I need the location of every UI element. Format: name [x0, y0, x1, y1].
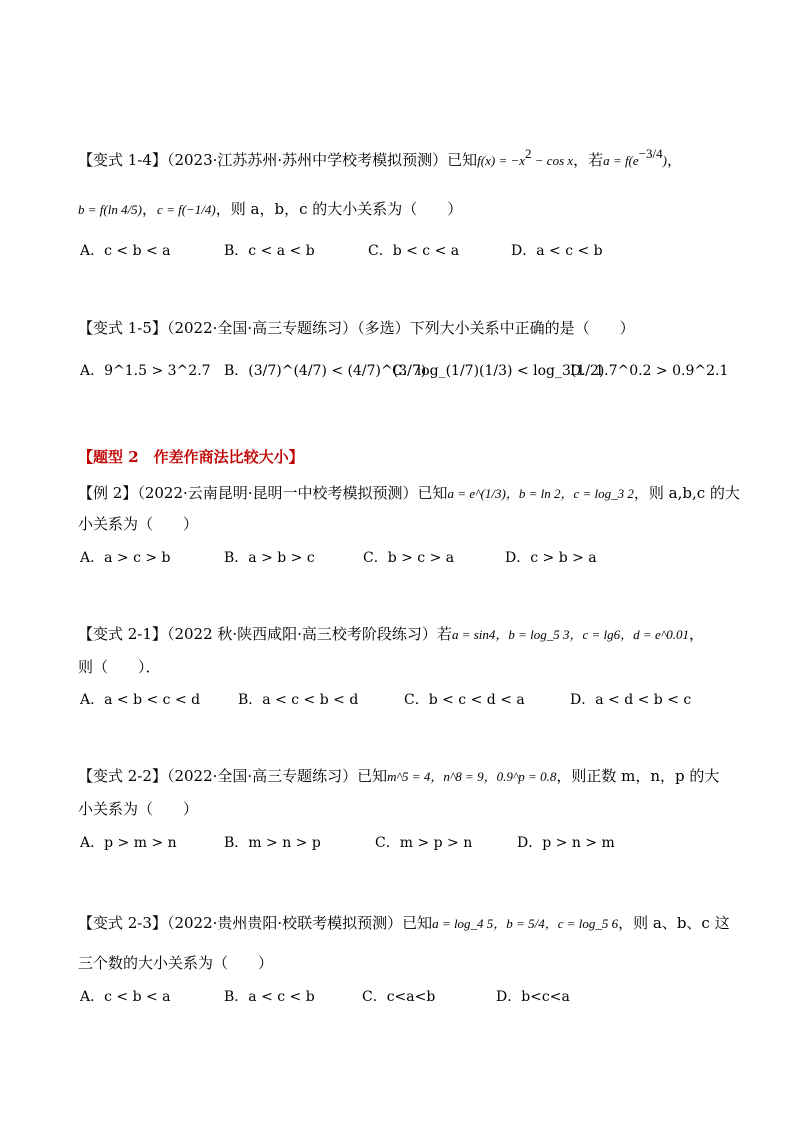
variant-2-1-tag: 【变式 2-1】: [78, 625, 167, 643]
variant-1-5-ask: 下列大小关系中正确的是（ ）: [409, 319, 635, 337]
variant-2-2-option-b[interactable]: B．m > n > p: [224, 835, 321, 851]
example-2-option-b[interactable]: B．a > b > c: [224, 550, 315, 566]
variant-2-2-ask-1: ，则正数 m，n，p 的大: [556, 767, 720, 785]
variant-2-1-option-d[interactable]: D．a < d < b < c: [570, 692, 692, 708]
example-2-option-c[interactable]: C．b > c > a: [363, 550, 455, 566]
variant-2-2-source: （2022·全国·高三专题练习）: [166, 767, 358, 785]
example-2-source: （2022·云南昆明·昆明一中校考模拟预测）: [137, 484, 418, 502]
variant-2-3-tag: 【变式 2-3】: [78, 914, 167, 932]
variant-1-4-option-c[interactable]: C．b < c < a: [368, 243, 460, 259]
variant-1-5-option-a[interactable]: A．9^1.5 > 3^2.7: [80, 363, 211, 379]
variant-1-4-ruo: ，若: [573, 151, 604, 169]
variant-2-3-option-c[interactable]: C．c<a<b: [362, 989, 436, 1005]
variant-2-1-ask: 则（ ）．: [78, 658, 161, 676]
variant-2-1-option-b[interactable]: B．a < c < b < d: [238, 692, 359, 708]
variant-1-5-tag: 【变式 1-5】: [78, 319, 167, 337]
variant-1-5-line-1: [78, 318, 635, 338]
variant-2-2-tag: 【变式 2-2】: [78, 767, 167, 785]
variant-1-4-b-def: b = f(ln 4/5): [78, 202, 143, 217]
variant-2-1-line-1: 【变式 2-1】（2022 秋·陕西咸阳·高三校考阶段练习）若a = sin4，b = log_5 3，c = lg6，d = e^0.01，: [78, 625, 704, 643]
example-2-ask-2: 小关系为（ ）: [78, 515, 199, 533]
variant-1-4-fx-tail: − cos x: [531, 153, 574, 168]
example-2-lead: 已知: [417, 484, 448, 502]
variant-2-2-line-1: [78, 766, 719, 787]
variant-2-2-lead: 已知: [357, 767, 388, 785]
example-2-option-a[interactable]: A．a > c > b: [80, 550, 171, 566]
variant-1-4-line-1: 【变式 1-4】（2023·江苏苏州·苏州中学校考模拟预测）已知$f(x) = -x^2 - \cos x$，若$a = f(e^{-3/4})$，: [78, 146, 682, 169]
variant-1-4-option-b[interactable]: B．c < a < b: [224, 243, 315, 259]
variant-2-3-lead: 已知: [402, 914, 433, 932]
variant-2-1-lead: 若: [436, 625, 452, 643]
variant-1-4-lead: 已知: [447, 151, 478, 169]
type-2-heading: 【题型 2 作差作商法比较大小】: [78, 448, 304, 466]
variant-1-4-ask: ，则 a，b，c 的大小关系为（ ）: [215, 200, 463, 218]
variant-1-4-source: （2023·江苏苏州·苏州中学校考模拟预测）: [166, 151, 448, 169]
variant-2-3-option-d[interactable]: D．b<c<a: [496, 989, 570, 1005]
variant-2-3-source: （2022·贵州贵阳·校联考模拟预测）: [166, 914, 403, 932]
variant-2-2-ask-2: 小关系为（ ）: [78, 800, 199, 818]
variant-1-4-fx: f(x) = −x: [477, 153, 526, 168]
variant-2-3-line-1: [78, 913, 730, 934]
variant-1-4-option-d[interactable]: D．a < c < b: [511, 243, 603, 259]
variant-2-3-conds: a = log_4 5，b = 5/4，c = log_5 6: [432, 916, 619, 931]
variant-1-4-line-2: b = f(ln 4/5)，c = f(−1/4)，则 a，b，c 的大小关系为（ ）: [78, 200, 463, 218]
variant-1-5-multi: （多选）: [357, 319, 410, 337]
variant-1-4-option-a[interactable]: A．c < b < a: [80, 243, 171, 259]
variant-1-4-c-def: c = f(−1/4): [157, 202, 216, 217]
variant-2-2-option-a[interactable]: A．p > m > n: [80, 835, 177, 851]
variant-1-4-a-exp: −3/4: [638, 146, 663, 161]
variant-2-3-option-b[interactable]: B．a < c < b: [224, 989, 315, 1005]
variant-1-5-source: （2022·全国·高三专题练习）: [166, 319, 358, 337]
example-2-line-1: [78, 483, 740, 504]
variant-2-3-ask-1: ，则 a、b、c 这: [618, 914, 730, 932]
variant-1-5-option-d[interactable]: D．1.7^0.2 > 0.9^2.1: [570, 363, 729, 379]
variant-2-2-option-d[interactable]: D．p > n > m: [517, 835, 615, 851]
variant-2-1-conds: a = sin4，b = log_5 3，c = lg6，d = e^0.01: [451, 627, 689, 642]
variant-2-2-option-c[interactable]: C．m > p > n: [375, 835, 473, 851]
variant-2-3-option-a[interactable]: A．c < b < a: [80, 989, 171, 1005]
variant-1-4-a-def: a = f(e: [603, 153, 639, 168]
variant-1-4-tag: 【变式 1-4】: [78, 151, 167, 169]
variant-2-1-source: （2022 秋·陕西咸阳·高三校考阶段练习）: [166, 625, 437, 643]
variant-1-5-option-b[interactable]: B．(3/7)^(4/7) < (4/7)^(3/7): [224, 363, 427, 379]
variant-2-1-option-a[interactable]: A．a < b < c < d: [80, 692, 201, 708]
example-2-option-d[interactable]: D．c > b > a: [505, 550, 597, 566]
example-2-conds: a = e^(1/3)，b = ln 2，c = log_3 2: [447, 486, 634, 501]
example-2-tag: 【例 2】: [78, 484, 138, 502]
example-2-ask-1: ，则 a,b,c 的大: [633, 484, 740, 502]
variant-2-2-conds: m^5 = 4，n^8 = 9，0.9^p = 0.8: [387, 769, 557, 784]
variant-2-1-option-c[interactable]: C．b < c < d < a: [404, 692, 525, 708]
variant-1-4-fx-exp: 2: [525, 146, 532, 161]
variant-2-3-ask-2: 三个数的大小关系为（ ）: [78, 954, 274, 972]
variant-1-5-option-c[interactable]: C．log_(1/7)(1/3) < log_3(1/2): [392, 363, 605, 379]
